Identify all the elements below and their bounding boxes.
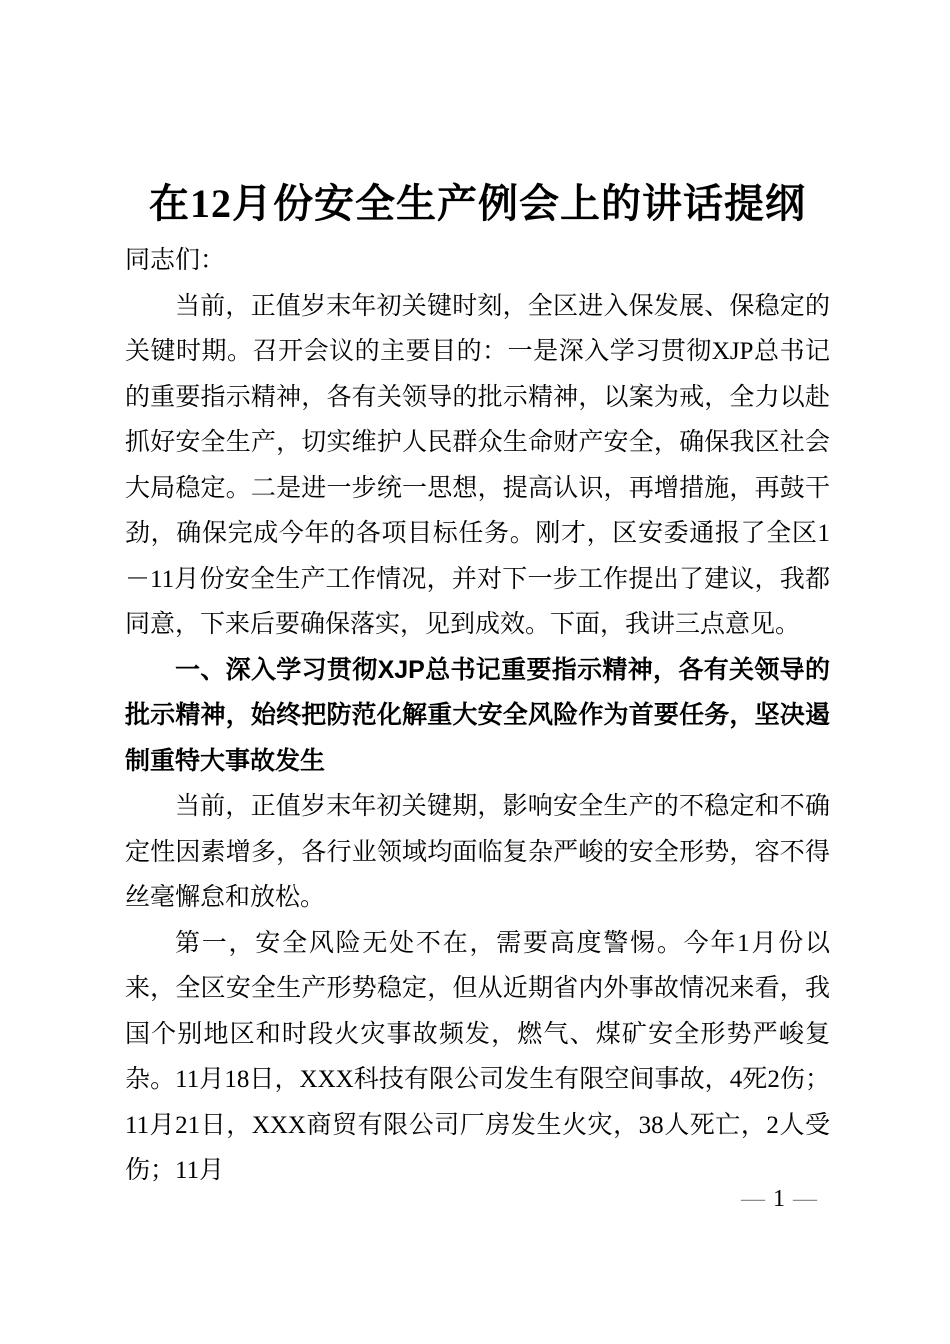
salutation: 同志们： xyxy=(125,247,226,274)
page-number: 1 xyxy=(773,1186,785,1212)
body-paragraph: 第一，安全风险无处不在，需要高度警惕。今年1月份以来，全区安全生产形势稳定，但从近期省内外事故情况来看，我国个别地区和时段火灾事故频发，燃气、煤矿安全形势严峻复杂。11月18日，XXX科技有限公司发生有限空间事故，4死2伤；11月21日，XXX商贸有限公司厂房发生火灾，38人死亡，2人受伤；11月 xyxy=(125,929,830,1184)
document-body xyxy=(125,238,830,1194)
page-footer xyxy=(741,1184,817,1214)
section-heading: 一、深入学习贯彻XJP总书记重要指示精神，各有关领导的批示精神，始终把防范化解重大安全风险作为首要任务，坚决遏制重特大事故发生 xyxy=(125,655,830,775)
footer-dash-right: — xyxy=(793,1186,817,1212)
document-title: 在12月份安全生产例会上的讲话提纲 xyxy=(149,181,806,226)
paragraph-list xyxy=(125,284,830,1194)
footer-dash-left: — xyxy=(741,1186,765,1212)
body-paragraph: 当前，正值岁末年初关键期，影响安全生产的不稳定和不确定性因素增多，各行业领域均面临复杂严峻的安全形势，容不得丝毫懈怠和放松。 xyxy=(125,793,830,911)
body-paragraph: 当前，正值岁末年初关键时刻，全区进入保发展、保稳定的关键时期。召开会议的主要目的：一是深入学习贯彻XJP总书记的重要指示精神，各有关领导的批示精神，以案为戒，全力以赴抓好安全生产，切实维护人民群众生命财产安全，确保我区社会大局稳定。二是进一步统一思想，提高认识，再增措施，再鼓干劲，确保完成今年的各项目标任务。刚才，区安委通报了全区1－11月份安全生产工作情况，并对下一步工作提出了建议，我都同意，下来后要确保落实，见到成效。下面，我讲三点意见。 xyxy=(125,292,830,638)
document-content xyxy=(125,180,830,1194)
